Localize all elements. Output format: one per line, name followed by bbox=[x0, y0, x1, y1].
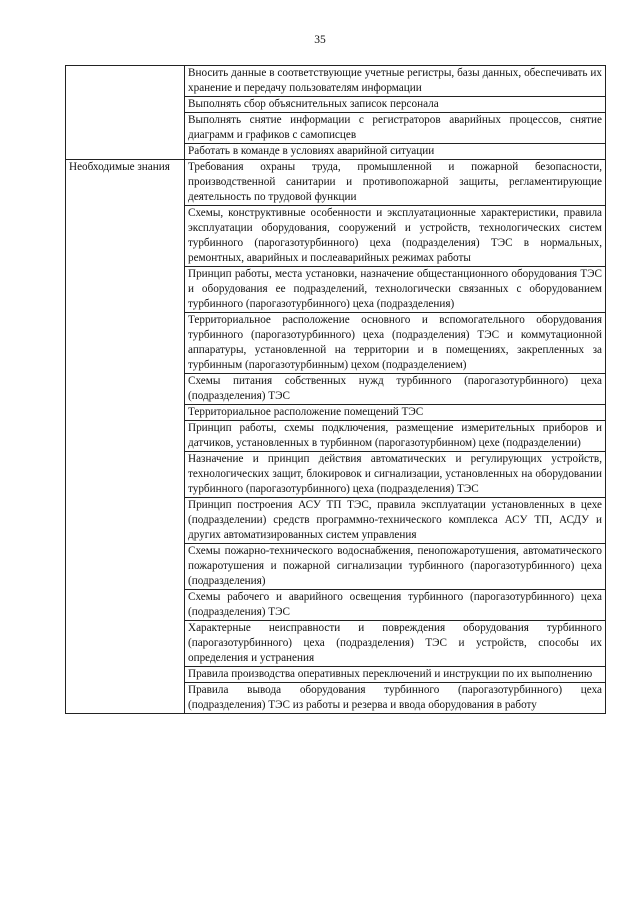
knowledge-label-cell bbox=[66, 160, 185, 714]
table-row bbox=[66, 160, 606, 206]
knowledge-text: Принцип работы, места установки, назначение общестанционного оборудования ТЭС и оборудования ее подразделений, технологически связанных с оборудованием турбинного (парогазотурбинного) цеха (подразделения) bbox=[188, 268, 602, 310]
knowledge-text: Характерные неисправности и повреждения оборудования турбинного (парогазотурбинного) цеха (подразделения) ТЭС и устройств, способы их определения и устранения bbox=[188, 622, 602, 664]
table-cell bbox=[185, 160, 606, 206]
table-cell bbox=[185, 113, 606, 144]
knowledge-text: Территориальное расположение помещений ТЭС bbox=[188, 406, 424, 418]
table-cell bbox=[185, 267, 606, 313]
knowledge-text: Схемы рабочего и аварийного освещения турбинного (парогазотурбинного) цеха (подразделения) ТЭС bbox=[188, 591, 602, 618]
table-cell bbox=[185, 498, 606, 544]
empty-label-cell bbox=[66, 66, 185, 160]
skill-text: Выполнять снятие информации с регистраторов аварийных процессов, снятие диаграмм и графиков с самописцев bbox=[188, 114, 602, 141]
knowledge-text: Принцип работы, схемы подключения, размещение измерительных приборов и датчиков, установленных в турбинном (парогазотурбинном) цехе (подразделении) bbox=[188, 422, 602, 449]
table-cell bbox=[185, 144, 606, 160]
knowledge-text: Требования охраны труда, промышленной и пожарной безопасности, производственной санитарии и противопожарной защиты, регламентирующие деятельность по трудовой функции bbox=[188, 161, 602, 203]
table-cell bbox=[185, 667, 606, 683]
table-cell bbox=[185, 544, 606, 590]
knowledge-text: Территориальное расположение основного и вспомогательного оборудования турбинного (парогазотурбинного) цеха (подразделения) ТЭС и коммутационной аппаратуры, установленной на территории и в помещениях, закрепленных за турбинным (парогазотурбинным) цехом (подразделением) bbox=[188, 314, 602, 371]
table-cell bbox=[185, 405, 606, 421]
knowledge-text: Правила вывода оборудования турбинного (парогазотурбинного) цеха (подразделения) ТЭС из работы и резерва и ввода оборудования в работу bbox=[188, 684, 602, 711]
page-number: 35 bbox=[314, 34, 326, 46]
knowledge-text: Правила производства оперативных переключений и инструкции по их выполнению bbox=[188, 668, 593, 680]
knowledge-label: Необходимые знания bbox=[69, 161, 170, 173]
skill-text: Вносить данные в соответствующие учетные регистры, базы данных, обеспечивать их хранение и передачу пользователям информации bbox=[188, 67, 602, 94]
knowledge-table bbox=[65, 65, 606, 714]
table-cell bbox=[185, 590, 606, 621]
table-cell bbox=[185, 683, 606, 714]
table-cell bbox=[185, 452, 606, 498]
table-cell bbox=[185, 97, 606, 113]
knowledge-text: Принцип построения АСУ ТП ТЭС, правила эксплуатации установленных в цехе (подразделении) средств программно-технического комплекса АСУ ТП, АСДУ и других автоматизированных систем управления bbox=[188, 499, 602, 541]
knowledge-text: Схемы, конструктивные особенности и эксплуатационные характеристики, правила эксплуатации оборудования, сооружений и устройств, технологических систем турбинного (парогазотурбинного) цеха (подразделения) ТЭС в нормальных, ремонтных, аварийных и послеаварийных режимах работы bbox=[188, 207, 602, 264]
skill-text: Выполнять сбор объяснительных записок персонала bbox=[188, 98, 439, 110]
skill-text: Работать в команде в условиях аварийной ситуации bbox=[188, 145, 435, 157]
knowledge-text: Схемы питания собственных нужд турбинного (парогазотурбинного) цеха (подразделения) ТЭС bbox=[188, 375, 602, 402]
knowledge-text: Назначение и принцип действия автоматических и регулирующих устройств, технологических защит, блокировок и сигнализации, установленных на оборудовании турбинного (парогазотурбинного) цеха (подразделения) ТЭС bbox=[188, 453, 602, 495]
table-cell bbox=[185, 374, 606, 405]
table-cell bbox=[185, 206, 606, 267]
table-cell bbox=[185, 621, 606, 667]
table-cell bbox=[185, 66, 606, 97]
table-cell bbox=[185, 421, 606, 452]
table-cell bbox=[185, 313, 606, 374]
knowledge-text: Схемы пожарно-технического водоснабжения, пенопожаротушения, автоматического пожаротушения и пожарной сигнализации турбинного (парогазотурбинного) цеха (подразделения) bbox=[188, 545, 602, 587]
table-row bbox=[66, 66, 606, 97]
